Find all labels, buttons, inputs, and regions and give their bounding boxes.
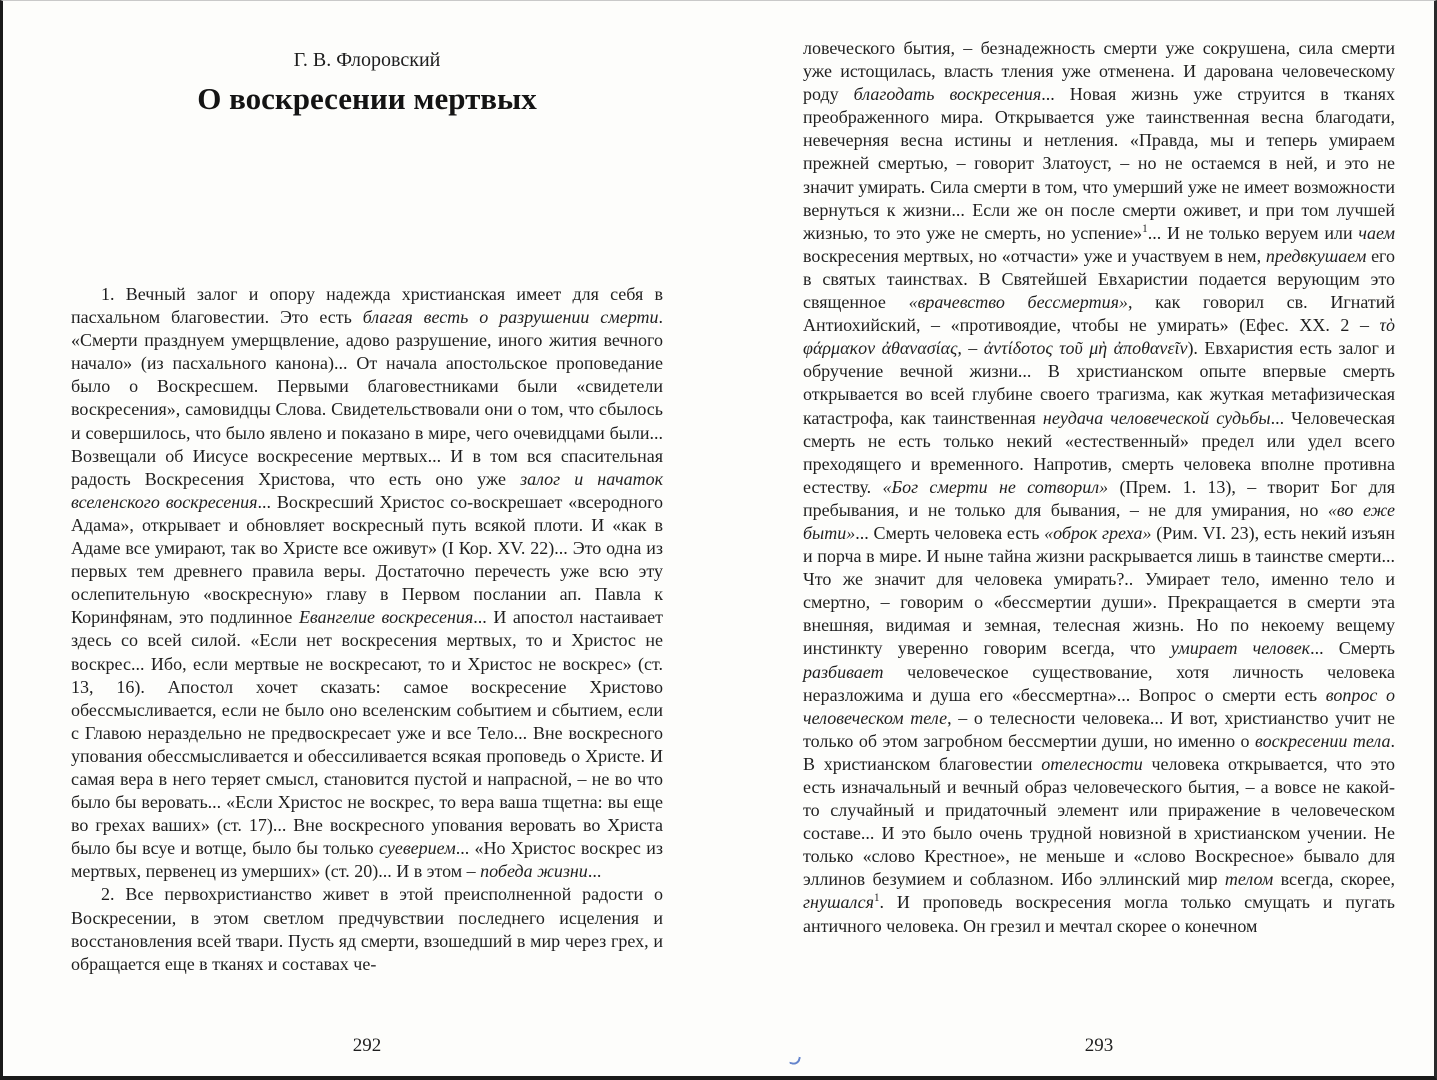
page-title: О воскресении мертвых	[197, 81, 537, 116]
author-name: Г. В. Флоровский	[293, 49, 441, 71]
scan-mark	[789, 1055, 801, 1066]
right-page-text	[803, 37, 1395, 938]
page-number-left: 292	[352, 1035, 382, 1056]
page-right	[803, 1, 1395, 1076]
paragraph: 1. Вечный залог и опору надежда христианская имеет для себя в пасхальном благовестии. Это есть благая весть о разрушении смерти. «Смерти празднуем умерщвление, адово разрушение, иного жития вечного начало» (из пасхального канона)... От начала апостольское проповедание было о Воскресшем. Первыми благовестниками были «свидетели воскресения», самовидцы Слова. Свидетельствовали они о том, что сбылось и совершилось, что было явлено и показано в мире, чего очевидцами были... Возвещали об Иисусе воскресение мертвых... И в том вся спасительная радость Воскресения Христова, что есть оно уже залог и начаток вселенского воскресения... Воскресший Христос со-воскрешает «всеродного Адама», открывает и обновляет воскресный путь всякой плоти. И «как в Адаме все умирают, так во Христе все оживут» (I Кор. XV. 22)... Это одна из первых тем древнего правила веры. Достаточно перечесть уже всю эту ослепительную «воскресную» главу в Первом послании ап. Павла к Коринфянам, это подлинное Евангелие воскресения... И апостол настаивает здесь со всей силой. «Если нет воскресения мертвых, то и Христос не воскрес... Ибо, если мертвые не воскресают, то и Христос не воскрес» (ст. 13, 16). Апостол хочет сказать: самое воскресение Христово обессмысливается, если не было оно вселенским событием и сбытием, если с Главою нераздельно не предвоскресает уже и все Тело... Вне воскресного упования обессмысливается и обессиливается всякая проповедь о Христе. И самая вера в него теряет смысл, становится пустой и напрасной, – не во что было бы веровать... «Если Христос не воскрес, то вера ваша тщетна: вы еще во грехах ваших» (ст. 17)... Вне воскресного упования веровать во Христа было бы всуе и вотще, было бы только суеверием... «Но Христос воскрес из мертвых, первенец из умерших» (ст. 20)... И в этом – победа жизни...	[71, 284, 664, 882]
page-left	[71, 1, 663, 1076]
paragraph: ловеческого бытия, – безнадежность смерти уже сокрушена, сила смерти уже истощилась, власть тления уже отменена. И дарована человеческому роду благодать воскресения... Новая жизнь уже струится в тканях преображенного мира. Открывается уже таинственная весна благодати, невечерняя весна истины и нетления. «Правда, мы и теперь умираем прежней смертью, – говорит Златоуст, – но не остаемся в ней, и это не значит умирать. Сила смерти в том, что умерший уже не имеет возможности вернуться к жизни... Если же он после смерти оживет, и при том лучшей жизнью, то это уже не смерть, но успение»$^1$... И не только веруем или чаем воскресения мертвых, но «отчасти» уже и участвуем в нем, предвкушаем его в святых таинствах. В Святейшей Евхаристии подается верующим это священное «врачевство бессмертия», как говорил св. Игнатий Антиохийский, – «противоядие, чтобы не умирать» (Ефес. XX. 2 – τὸ φάρμακον ἀθανασίας, – ἀντίδοτος τοῦ μὴ ἀποθανεῖν). Евхаристия есть залог и обручение вечной жизни... В христианском опыте впервые смерть открывается во всей глубине своего трагизма, как жуткая метафизическая катастрофа, как таинственная неудача человеческой судьбы... Человеческая смерть не есть только некий «естественный» предел или удел всего преходящего и временного. Напротив, смерть человека вполне противна естеству. «Бог смерти не сотворил» (Прем. 1. 13), – творит Бог для пребывания, и не только для бывания, – не для умирания, но «во еже быти»... Смерть человека есть «оброк греха» (Рим. VI. 23), есть некий изъян и порча в мире. И ныне тайна жизни раскрывается лишь в таинстве смерти... Что же значит для человека умирать?.. Умирает тело, именно тело и смертно, – говорим о «бессмертии души». Прекращается в смерти эта внешняя, видимая и земная, телесная жизнь. Но по некоему вещему инстинкту уверенно говорим всегда, что умирает человек... Смерть разбивает человеческое существование, хотя личность человека неразложима и душа его «бессмертна»... Вопрос о смерти есть вопрос о человеческом теле, – о телесности человека... И вот, христианство учит не только об этом загробном бессмертии души, но именно о воскресении тела. В христианском благовестии отелесности человека открывается, что это есть изначальный и вечный образ человеческого бытия, – а вовсе не какой-то случайный и придаточный элемент или приражение в человеческом составе... И это было очень трудной новизной в христианском учении. Не только «слово Крестное», не меньше и «слово Воскресное» бывало для эллинов безумием и соблазном. Ибо эллинский мир телом всегда, скорее, гнушался$^1$. И проповедь воскресения могла только смущать и пугать античного человека. Он грезил и мечтал скорее о конечном	[803, 38, 1396, 936]
left-page-text	[71, 283, 663, 976]
page-number-right: 293	[1084, 1035, 1114, 1056]
paragraph: 2. Все первохристианство живет в этой преисполненной радости о Воскресении, в этом светлом предчувствии последнего исцеления и восстановления всей твари. Пусть яд смерти, взошедший в мир через грех, и обращается еще в тканях и составах че-	[71, 884, 663, 974]
